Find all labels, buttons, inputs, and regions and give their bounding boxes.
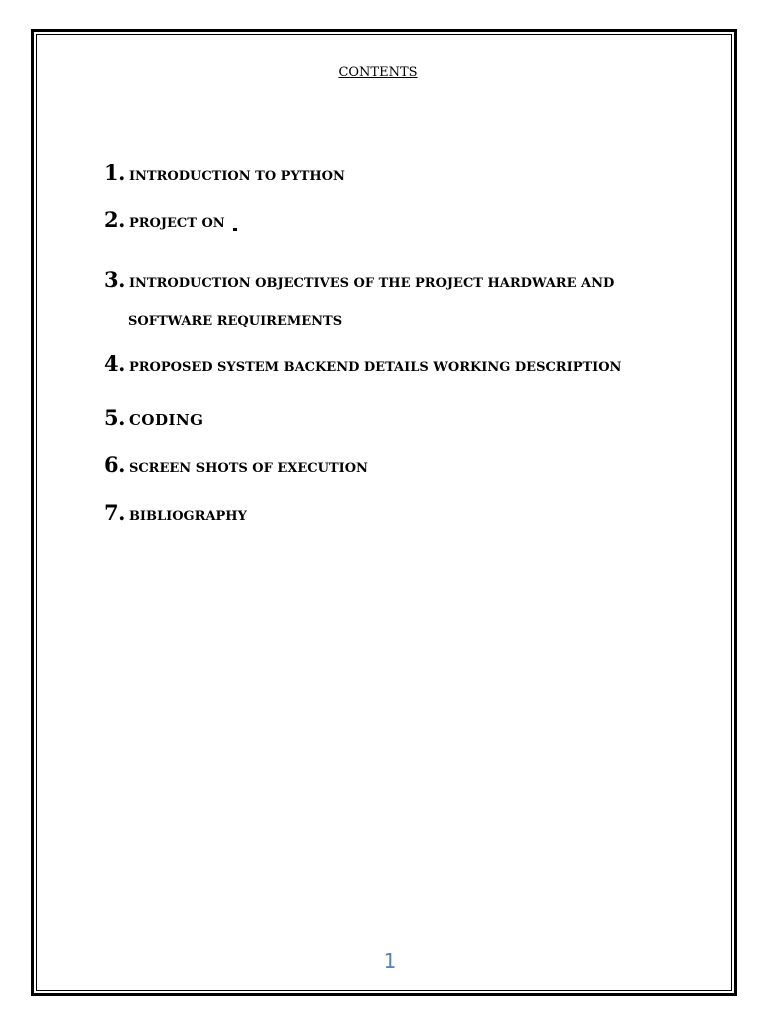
- toc-item-number: 2.: [104, 207, 125, 232]
- toc-item-7: [104, 500, 247, 525]
- toc-item-number: 5.: [104, 405, 125, 430]
- toc-item-number: 6.: [104, 452, 125, 477]
- toc-item-1: [104, 160, 345, 185]
- toc-item-label: PROPOSED SYSTEM BACKEND DETAILS WORKING DESCRIPTION: [128, 360, 622, 375]
- toc-item-number: 3.: [104, 267, 125, 292]
- toc-item-number: 1.: [104, 160, 125, 185]
- toc-item-3-continuation: SOFTWARE REQUIREMENTS: [128, 314, 343, 329]
- toc-item-3: [104, 267, 614, 292]
- toc-item-label: BIBLIOGRAPHY: [128, 509, 247, 524]
- toc-item-label: INTRODUCTION TO PYTHON: [128, 169, 345, 184]
- toc-item-2: [104, 207, 237, 232]
- toc-item-label: SCREEN SHOTS OF EXECUTION: [128, 461, 368, 476]
- toc-item-label: PROJECT ON: [128, 216, 225, 231]
- contents-title: CONTENTS: [338, 65, 418, 80]
- toc-item-4: [104, 351, 621, 376]
- toc-item-5: [104, 405, 204, 430]
- toc-item-6: [104, 452, 368, 477]
- toc-item-label: INTRODUCTION OBJECTIVES OF THE PROJECT HARDWARE AND: [128, 276, 615, 291]
- page-number: 1: [383, 949, 397, 973]
- toc-item-label: CODING: [128, 411, 204, 429]
- toc-item-number: 7.: [104, 500, 125, 525]
- dot-mark: [233, 228, 237, 231]
- toc-item-number: 4.: [104, 351, 125, 376]
